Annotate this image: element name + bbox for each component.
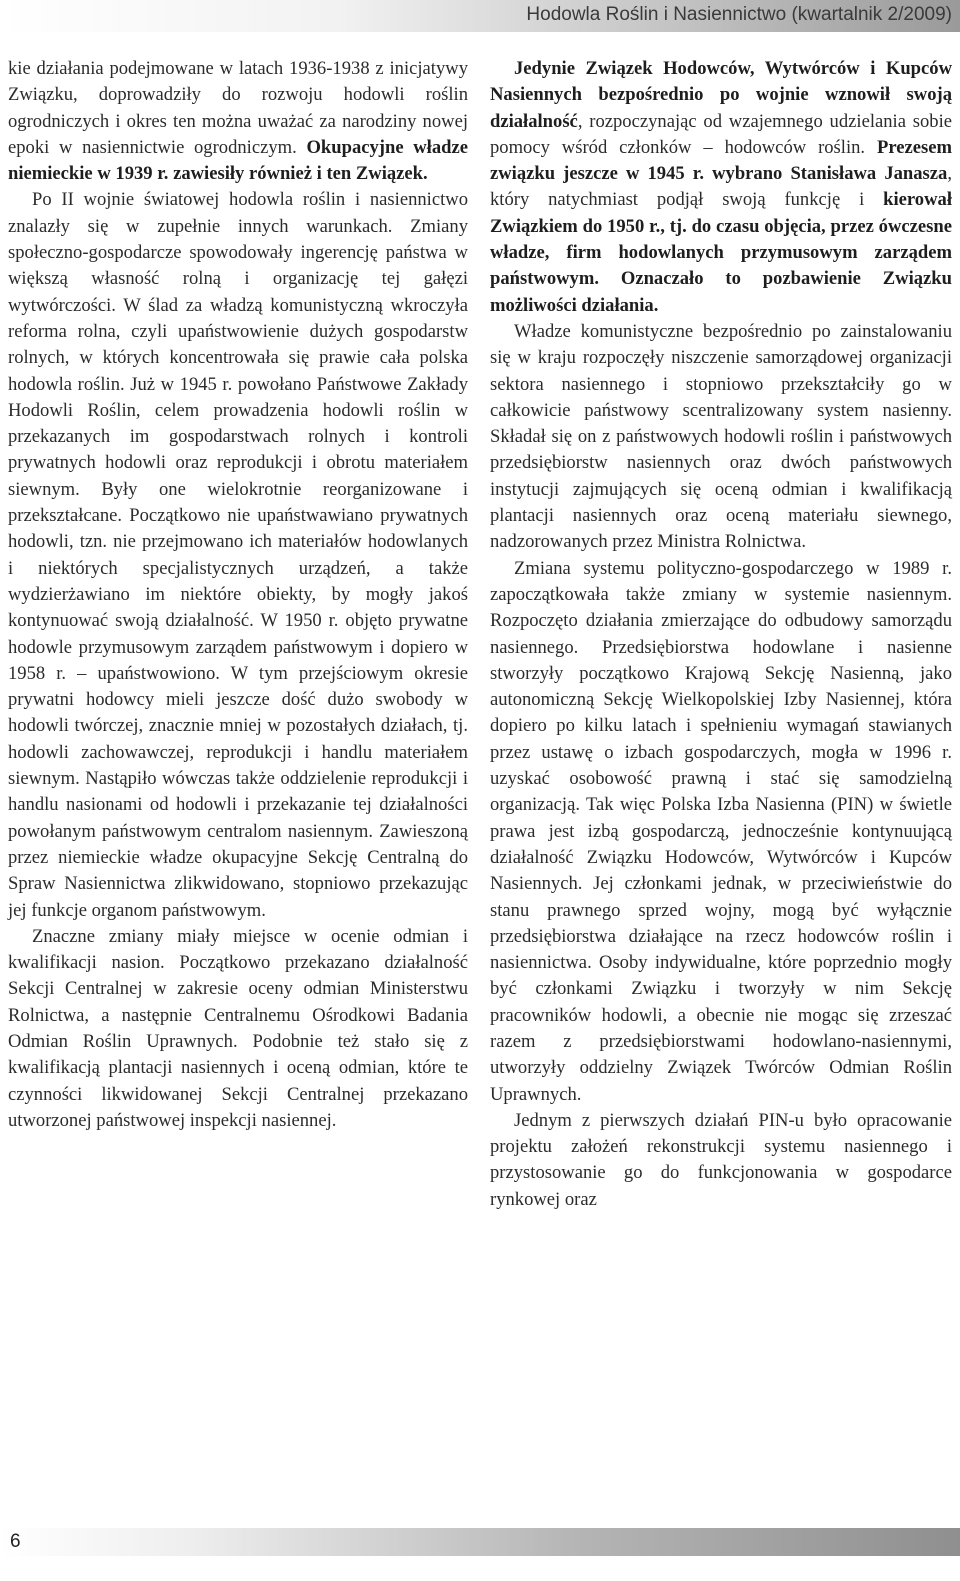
- left-paragraph-1: [8, 56, 468, 187]
- right-p1-text-2: , który natychmiast podjął swoją funkcję i: [490, 163, 952, 211]
- page-number: 6: [10, 1531, 21, 1552]
- right-paragraph-4: Jednym z pierwszych działań PIN-u było opracowanie projektu założeń rekonstrukcji systemu nasiennego i przystosowanie go do funkcjonowania w gospodarce rynkowej oraz: [490, 1109, 952, 1210]
- left-column: [8, 56, 468, 1134]
- right-p1-bold-2: Prezesem związku jeszcze w 1945 r. wybrano Stanisława Janasza: [490, 136, 952, 185]
- right-column: [490, 56, 952, 1213]
- left-p1-bold: Okupacyjne władze niemieckie w 1939 r. zawiesiły również i ten Związek.: [8, 136, 468, 185]
- right-paragraph-2: Władze komunistyczne bezpośrednio po zainstalowaniu się w kraju rozpoczęły niszczenie samorządowej organizacji sektora nasiennego i stopniowo przekształciły go w całkowicie państwowy scentralizowany system nasienny. Składał się on z państwowych hodowli roślin i państwowych przedsiębiorstw nasiennych oraz dwóch państwowych instytucji zajmujących się oceną odmian i kwalifikacją plantacji nasiennych oraz oceną materiału siewnego, nadzorowanych przez Ministra Rolnictwa.: [490, 320, 952, 553]
- right-p1-text-1: , rozpoczynając od wzajemnego udzielania sobie pomocy wśród członków – hodowców roślin.: [490, 110, 952, 158]
- footer-bar: [0, 1528, 960, 1556]
- right-paragraph-1: [490, 56, 952, 319]
- right-paragraph-3: Zmiana systemu polityczno-gospodarczego w 1989 r. zapoczątkowała także zmiany w systemie nasiennym. Rozpoczęto działania zmierzające do odbudowy samorządu nasiennego. Przedsiębiorstwa hodowlane i nasienne stworzyły początkowo Krajową Sekcję Nasienną, jako autonomiczną Sekcję Wielkopolskiej Izby Nasiennej, która dopiero po kilku latach i spełnieniu wymagań stawianych przez ustawę o izbach gospodarczych, mogła w 1996 r. uzyskać osobowość prawną i stać się samodzielną organizacją. Tak więc Polska Izba Nasienna (PIN) w świetle prawa jest izbą gospodarczą, jednocześnie kontynuującą działalność Związku Hodowców, Wytwórców i Kupców Nasiennych. Jej członkami jednak, w przeciwieństwie do stanu prawnego sprzed wojny, mogą być wyłącznie przedsiębiorstwa działające na rzecz hodowców roślin i nasiennictwa. Osoby indywidualne, które poprzednio mogły być członkami Związku i tworzyły w nim Sekcję pracowników hodowli, a obecnie nie mogąc się zrzeszać razem z przedsiębiorstwami hodowlano-nasiennymi, utworzyły oddzielny Związek Twórców Odmian Roślin Uprawnych.: [490, 557, 952, 1105]
- right-p1-bold-3: kierował Związkiem do 1950 r., tj. do czasu objęcia, przez ówczesne władze, firm hodowlanych przymusowym zarządem państwowym. Oznaczało to pozbawienie Związku możliwości działania.: [490, 189, 952, 316]
- left-paragraph-3: Znaczne zmiany miały miejsce w ocenie odmian i kwalifikacji nasion. Początkowo przekazano działalność Sekcji Centralnej w zakresie oceny odmian Ministerstwu Rolnictwa, a następnie Centralnemu Ośrodkowi Badania Odmian Roślin Uprawnych. Podobnie też stało się z kwalifikacją plantacji nasiennych i oceną odmian, które te czynności likwidowanej Sekcji Centralnej przekazano utworzonej państwowej inspekcji nasiennej.: [8, 925, 468, 1131]
- left-p1-text: kie działania podejmowane w latach 1936-1938 z inicjatywy Związku, doprowadziły do rozwoju hodowli roślin ogrodniczych i okres ten można uważać za narodziny nowej epoki w nasiennictwie ogrodniczym.: [8, 58, 468, 158]
- right-p1-bold-1: Jedynie Związek Hodowców, Wytwórców i Kupców Nasiennych bezpośrednio po wojnie wznowił swoją działalność: [490, 58, 952, 132]
- journal-title: Hodowla Roślin i Nasiennictwo (kwartalnik 2/2009): [526, 4, 952, 25]
- left-paragraph-2: Po II wojnie światowej hodowla roślin i nasiennictwo znalazły się w zupełnie innych warunkach. Zmiany społeczno-gospodarcze spowodowały ingerencję państwa w większą własność rolną i organizację tej gałęzi wytwórczości. W ślad za władzą komunistyczną wkroczyła reforma rolna, czyli upaństwowienie dużych gospodarstw rolnych, w których koncentrowała się prawie cała polska hodowla roślin. Już w 1945 r. powołano Państwowe Zakłady Hodowli Roślin, celem prowadzenia hodowli roślin w przekazanych im gospodarstwach rolnych i kontroli prywatnych hodowli oraz reprodukcji i obrotu materiałem siewnym. Były one wielokrotnie reorganizowane i przekształcane. Początkowo nie upaństwawiano prywatnych hodowli, tzn. nie przejmowano ich materiałów hodowlanych i niektórych specjalistycznych urządzeń, a także wydzierżawiano im niektóre obiekty, by mogły jakoś kontynuować swoją działalność. W 1950 r. objęto prywatne hodowle przymusowym zarządem państwowym i dopiero w 1958 r. – upaństwowiono. W tym przejściowym okresie prywatni hodowcy mieli jeszcze dość dużo swobody w hodowli twórczej, znacznie mniej w pozostałych działach, tj. hodowli zachowawczej, reprodukcji i handlu materiałem siewnym. Nastąpiło wówczas także oddzielenie reprodukcji i handlu nasionami od hodowli i przekazanie tej działalności powołanym państwowym centralom nasiennym. Zawieszoną przez niemieckie władze okupacyjne Sekcję Centralną do Spraw Nasiennictwa zlikwidowano, stopniowo przekazując jej funkcje organom państwowym.: [8, 189, 468, 921]
